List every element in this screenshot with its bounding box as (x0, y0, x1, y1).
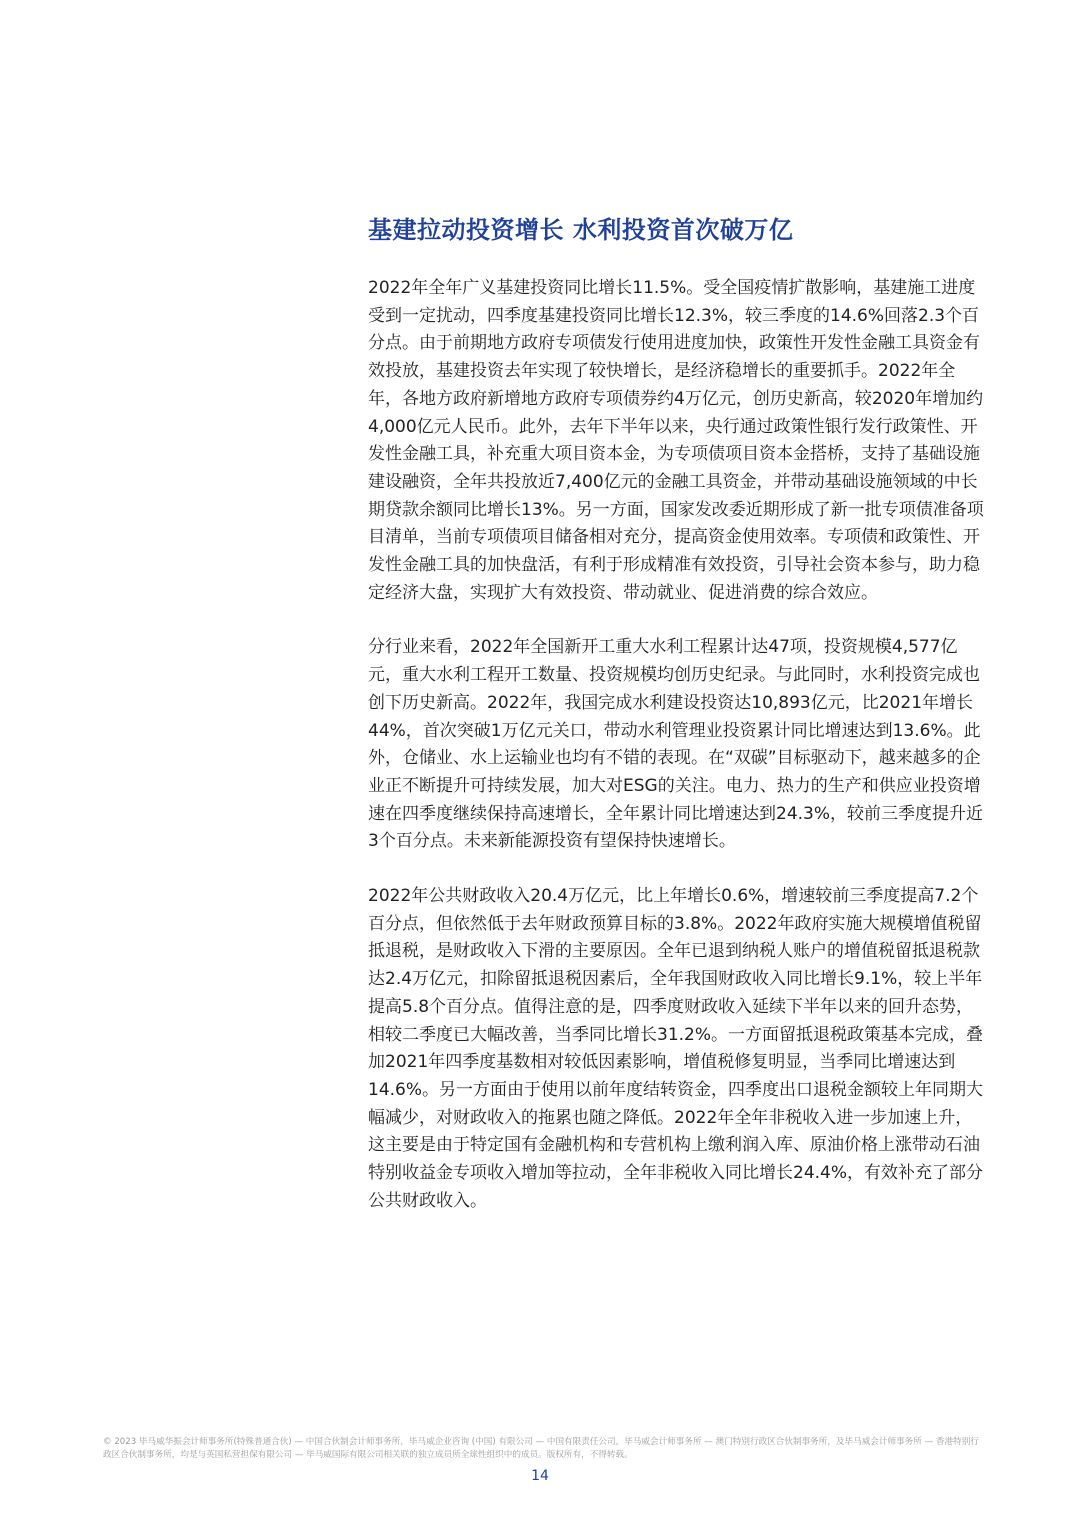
paragraph-infrastructure-investment: 2022年全年广义基建投资同比增长11.5%。受全国疫情扩散影响，基建施工进度受到一定扰动，四季度基建投资同比增长12.3%，较三季度的14.6%回落2.3个百分点。由于前期地方政府专项债发行使用进度加快，政策性开发性金融工具资金有效投放，基建投资去年实现了较快增长，是经济稳增长的重要抓手。2022年全年，各地方政府新增地方政府专项债券约4万亿元，创历史新高，较2020年增加约4,000亿元人民币。此外，去年下半年以来，央行通过政策性银行发行政策性、开发性金融工具，补充重大项目资本金，为专项债项目资本金搭桥，支持了基础设施建设融资，全年共投放近7,400亿元的金融工具资金，并带动基础设施领域的中长期贷款余额同比增长13%。另一方面，国家发改委近期形成了新一批专项债准备项目清单，当前专项债项目储备相对充分，提高资金使用效率。专项债和政策性、开发性金融工具的加快盘活，有利于形成精准有效投资，引导社会资本参与，助力稳定经济大盘，实现扩大有效投资、带动就业、促进消费的综合效应。 (368, 278, 984, 603)
body-text (368, 275, 988, 1243)
paragraph-industry-breakdown: 分行业来看，2022年全国新开工重大水利工程累计达47项，投资规模4,577亿元，重大水利工程开工数量、投资规模均创历史纪录。与此同时，水利投资完成也创下历史新高。2022年，我国完成水利建设投资达10,893亿元，比2021年增长44%，首次突破1万亿元关口，带动水利管理业投资累计同比增速达到13.6%。此外，仓储业、水上运输业也均有不错的表现。在“双碳”目标驱动下，越来越多的企业正不断提升可持续发展，加大对ESG的关注。电力、热力的生产和供应业投资增速在四季度继续保持高速增长，全年累计同比增速达到24.3%，较前三季度提升近3个百分点。未来新能源投资有望保持快速增长。 (368, 637, 984, 852)
section-heading: 基建拉动投资增长 水利投资首次破万亿 (368, 216, 794, 244)
footer-copyright-notice: © 2023 毕马威华振会计师事务所(特殊普通合伙) — 中国合伙制会计师事务所，毕马威企业咨询 (中国) 有限公司 — 中国有限责任公司，毕马威会计师事务所 — 澳门特别行政区合伙制事务所，及毕马威会计师事务所 — 香港特别行政区合伙制事务所，均是与英国私营担保有限公司 — 毕马威国际有限公司相关联的独立成员所全球性组织中的成员。版权所有，不得转载。 (103, 1437, 979, 1460)
page-number: 14 (531, 1468, 549, 1484)
paragraph-fiscal-revenue: 2022年公共财政收入20.4万亿元，比上年增长0.6%，增速较前三季度提高7.2个百分点，但依然低于去年财政预算目标的3.8%。2022年政府实施大规模增值税留抵退税，是财政收入下滑的主要原因。全年已退到纳税人账户的增值税留抵退税款达2.4万亿元，扣除留抵退税因素后，全年我国财政收入同比增长9.1%，较上半年提高5.8个百分点。值得注意的是，四季度财政收入延续下半年以来的回升态势，相较二季度已大幅改善，当季同比增长31.2%。一方面留抵退税政策基本完成，叠加2021年四季度基数相对较低因素影响，增值税修复明显，当季同比增速达到14.6%。另一方面由于使用以前年度结转资金，四季度出口退税金额较上年同期大幅减少，对财政收入的拖累也随之降低。2022年全年非税收入进一步加速上升，这主要是由于特定国有金融机构和专营机构上缴利润入库、原油价格上涨带动石油特别收益金专项收入增加等拉动，全年非税收入同比增长24.4%，有效补充了部分公共财政收入。 (368, 886, 984, 1211)
